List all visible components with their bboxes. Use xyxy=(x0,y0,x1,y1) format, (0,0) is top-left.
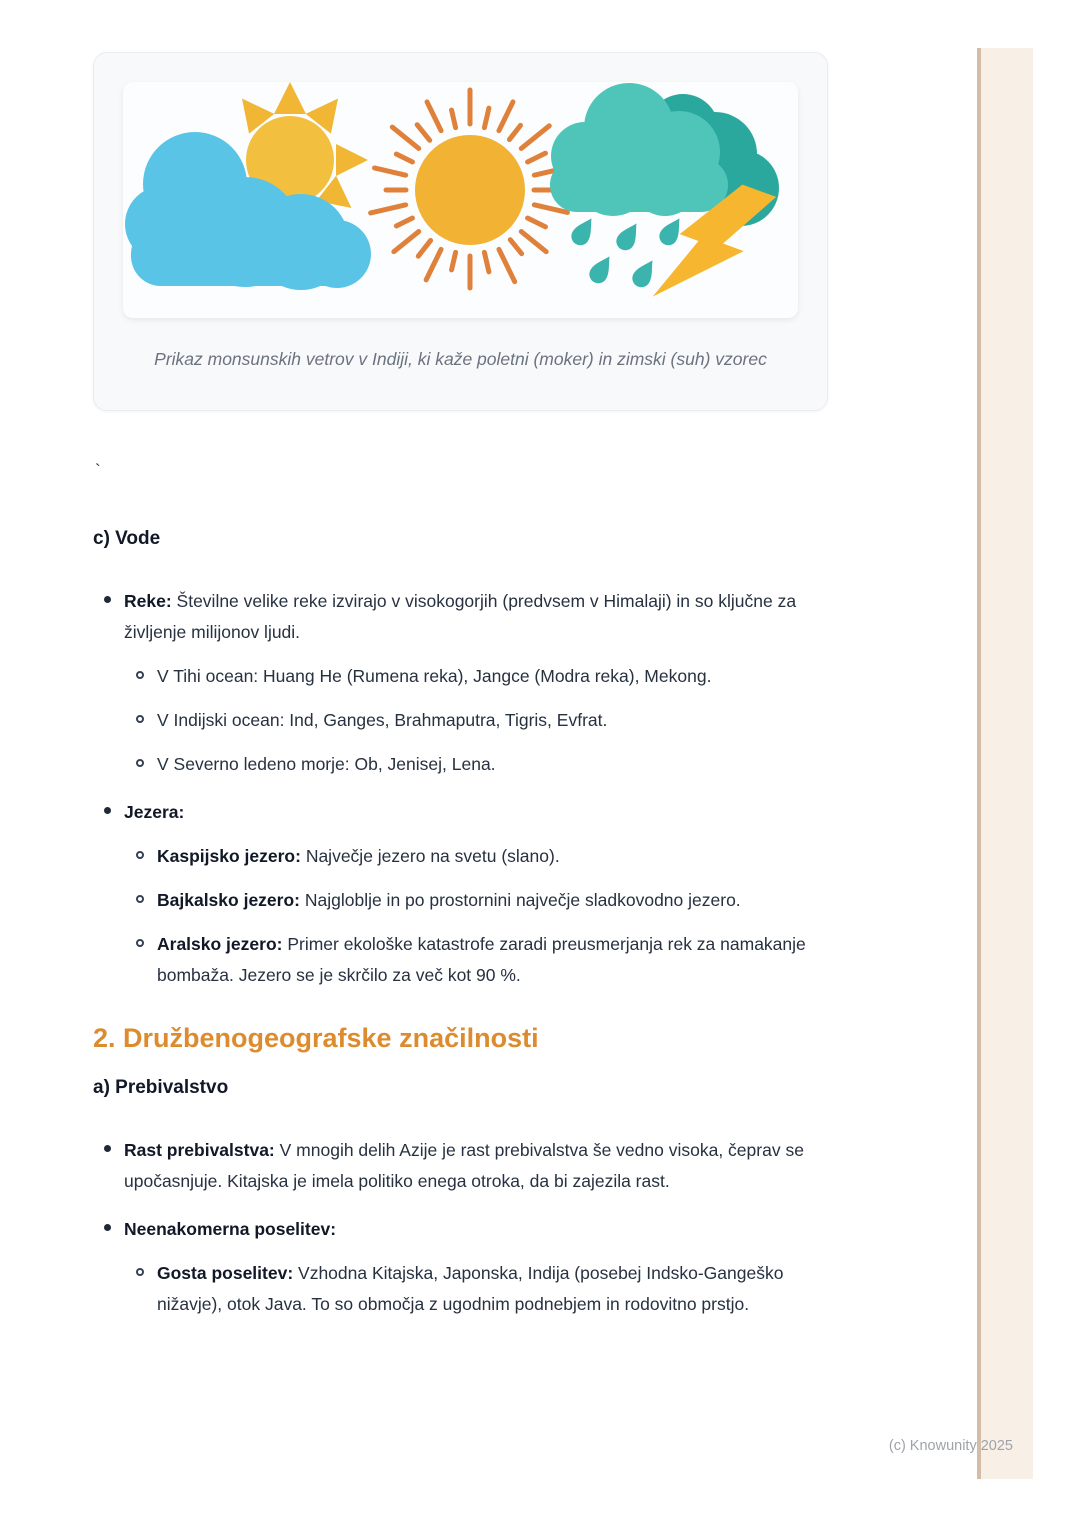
reke-sublist xyxy=(124,661,830,780)
list-item-body: Najgloblje in po prostornini največje sladkovodno jezero. xyxy=(299,890,741,910)
list-item-text xyxy=(124,1135,830,1197)
list-item xyxy=(157,841,830,872)
list-item-text: V Indijski ocean: Ind, Ganges, Brahmaputra, Tigris, Evfrat. xyxy=(157,710,608,730)
circle-bullet-icon xyxy=(136,851,144,859)
disc-bullet-icon xyxy=(104,1145,111,1152)
figure-card xyxy=(93,52,828,411)
circle-bullet-icon xyxy=(136,715,144,723)
list-item-text xyxy=(157,841,830,872)
list-item-text xyxy=(124,797,830,828)
list-item-label: Rast prebivalstva: xyxy=(124,1140,275,1160)
list-item-label: Reke: xyxy=(124,591,172,611)
list-item-body: Vzhodna Kitajska, Japonska, Indija (posebej Indsko-Gangeško nižavje), otok Java. To so območja z ugodnim podnebjem in rodovitno prstjo. xyxy=(157,1263,784,1314)
list-item-jezera xyxy=(124,797,830,991)
list-item xyxy=(157,929,830,991)
circle-bullet-icon xyxy=(136,895,144,903)
list-item-text xyxy=(157,885,830,916)
list-item-text xyxy=(157,1258,830,1320)
circle-bullet-icon xyxy=(136,671,144,679)
list-item xyxy=(157,705,830,736)
list-item-text: V Tihi ocean: Huang He (Rumena reka), Jangce (Modra reka), Mekong. xyxy=(157,666,712,686)
list-item-label: Aralsko jezero: xyxy=(157,934,283,954)
partly-cloudy-icon xyxy=(125,82,371,290)
figure-caption: Prikaz monsunskih vetrov v Indiji, ki kaže poletni (moker) in zimski (suh) vzorec xyxy=(154,349,767,369)
circle-bullet-icon xyxy=(136,939,144,947)
weather-illustration xyxy=(123,82,798,318)
list-item-body: V mnogih delih Azije je rast prebivalstva še vedno visoka, čeprav se upočasnjuje. Kitajska je imela politiko enega otroka, da bi zajezila rast. xyxy=(124,1140,804,1191)
disc-bullet-icon xyxy=(104,1224,111,1231)
circle-bullet-icon xyxy=(136,759,144,767)
list-item-body: Primer ekološke katastrofe zaradi preusmerjanja rek za namakanje bombaža. Jezero se je skrčilo za več kot 90 %. xyxy=(157,934,806,985)
sun-icon xyxy=(371,90,568,288)
list-item-text xyxy=(157,929,830,991)
page-edge-stripe xyxy=(977,48,1033,1479)
weather-figure-svg xyxy=(123,82,798,318)
list-item-label: Jezera: xyxy=(124,802,185,822)
list-item-text xyxy=(124,1214,830,1245)
list-item xyxy=(157,661,830,692)
list-item-label: Kaspijsko jezero: xyxy=(157,846,301,866)
list-item-label: Neenakomerna poselitev: xyxy=(124,1219,337,1239)
list-item xyxy=(157,749,830,780)
circle-bullet-icon xyxy=(136,1268,144,1276)
storm-rain-lightning-icon xyxy=(550,83,779,318)
list-item xyxy=(157,885,830,916)
list-item-body: Največje jezero na svetu (slano). xyxy=(300,846,560,866)
list-item-rast xyxy=(124,1135,830,1197)
heading-section-2: 2. Družbenogeografske značilnosti xyxy=(93,1023,539,1053)
heading-prebivalstvo: a) Prebivalstvo xyxy=(93,1077,229,1098)
list-item-text: V Severno ledeno morje: Ob, Jenisej, Lena. xyxy=(157,754,496,774)
poselitev-sublist xyxy=(124,1258,830,1320)
disc-bullet-icon xyxy=(104,596,111,603)
list-item-reke xyxy=(124,586,830,780)
vode-list xyxy=(93,586,830,991)
list-item-text xyxy=(124,586,830,648)
list-item-body: Številne velike reke izvirajo v visokogorjih (predvsem v Himalaji) in so ključne za življenje milijonov ljudi. xyxy=(124,591,797,642)
stray-character: ` xyxy=(95,461,101,480)
heading-vode: c) Vode xyxy=(93,528,161,549)
list-item-label: Bajkalsko jezero: xyxy=(157,890,300,910)
jezera-sublist xyxy=(124,841,830,991)
list-item-label: Gosta poselitev: xyxy=(157,1263,294,1283)
prebivalstvo-list xyxy=(93,1135,830,1320)
copyright: (c) Knowunity 2025 xyxy=(888,1438,1013,1454)
list-item-poselitev xyxy=(124,1214,830,1320)
list-item xyxy=(157,1258,830,1320)
document-body xyxy=(93,52,830,1320)
disc-bullet-icon xyxy=(104,807,111,814)
